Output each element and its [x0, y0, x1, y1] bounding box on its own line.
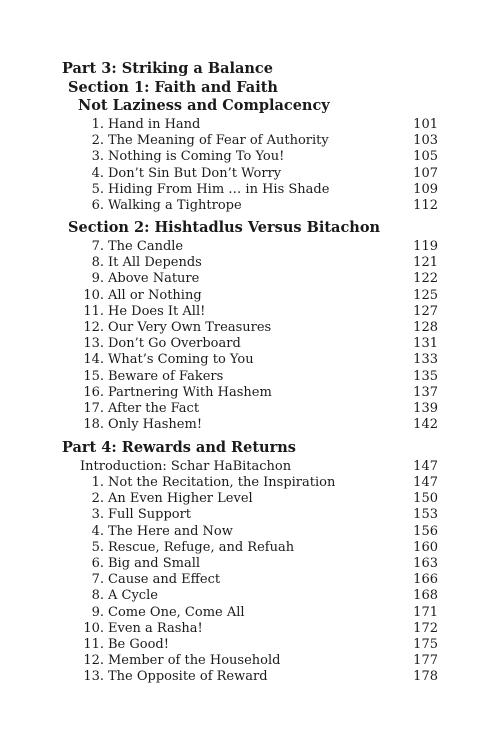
- toc-entry-title: Nothing is Coming To You!: [108, 149, 285, 165]
- toc-entry-title: Hiding From Him … in His Shade: [108, 181, 330, 197]
- toc-entry-title: Beware of Fakers: [108, 368, 224, 384]
- toc-entry[interactable]: [0, 588, 500, 604]
- toc-entry-title: It All Depends: [108, 255, 202, 271]
- toc-entry-title: An Even Higher Level: [108, 491, 253, 507]
- toc-entry-title: Rescue, Refuge, and Refuah: [108, 539, 295, 555]
- toc-entry-page: 178: [413, 669, 438, 685]
- section1-heading-line2: Not Laziness and Complacency: [78, 97, 330, 114]
- toc-entry-page: 107: [413, 165, 438, 181]
- part4-heading: Part 4: Rewards and Returns: [62, 439, 296, 456]
- toc-entry-page: 103: [413, 133, 438, 149]
- toc-entry-number: 7.: [91, 239, 104, 254]
- toc-entry-title: Our Very Own Treasures: [108, 320, 272, 335]
- toc-entry-title: Only Hashem!: [108, 417, 203, 433]
- toc-entry[interactable]: [0, 198, 500, 214]
- toc-entry-page: 175: [413, 637, 438, 652]
- toc-entry[interactable]: [0, 336, 500, 352]
- toc-entry-page: 127: [413, 303, 438, 319]
- toc-entry-number: 6.: [91, 556, 104, 571]
- toc-entry-page: 139: [413, 401, 438, 416]
- toc-entry-title: Above Nature: [108, 271, 200, 287]
- toc-entry-number: 7.: [91, 572, 104, 588]
- toc-entry-title: After the Fact: [108, 401, 200, 416]
- toc-entry[interactable]: [0, 385, 500, 401]
- toc-entry-title: He Does It All!: [108, 303, 206, 319]
- toc-entry-number: 11.: [83, 637, 104, 652]
- toc-entry-page: 109: [413, 181, 438, 197]
- toc-entry-number: 12.: [83, 320, 104, 335]
- toc-entry-number: 15.: [83, 368, 104, 384]
- toc-entry-page: 150: [413, 491, 438, 507]
- toc-entry-number: 6.: [91, 198, 104, 213]
- toc-entry[interactable]: [0, 182, 500, 198]
- toc-entry-title: The Opposite of Reward: [108, 669, 268, 685]
- toc-entry-title: Walking a Tightrope: [108, 198, 242, 213]
- toc-entry[interactable]: [0, 320, 500, 336]
- toc-entry-page: 137: [413, 384, 438, 400]
- toc-entry-page: 177: [413, 653, 438, 669]
- toc-entry-page: 153: [413, 507, 438, 523]
- toc-entry-number: 8.: [91, 588, 104, 604]
- toc-entry-number: 13.: [83, 336, 104, 352]
- toc-entry-number: 4.: [91, 523, 104, 539]
- toc-entry[interactable]: [0, 166, 500, 182]
- toc-entry-title: Big and Small: [108, 556, 201, 571]
- toc-entry[interactable]: [0, 491, 500, 507]
- toc-entry-page: 112: [413, 198, 438, 213]
- toc-entry-number: 10.: [83, 620, 104, 636]
- toc-entry-page: 160: [413, 539, 438, 555]
- toc-entry-title: Member of the Household: [108, 653, 281, 669]
- toc-entry-title: Don’t Go Overboard: [108, 336, 241, 352]
- toc-entry-number: 13.: [83, 669, 104, 685]
- toc-entry-title: Cause and Effect: [108, 572, 221, 588]
- toc-entry-title: Come One, Come All: [108, 604, 245, 620]
- toc-entry-title: Partnering With Hashem: [108, 384, 272, 400]
- toc-entry-title: The Meaning of Fear of Authority: [108, 133, 329, 149]
- toc-entry-page: 156: [413, 523, 438, 539]
- toc-entry-page: 172: [413, 620, 438, 636]
- toc-entry-title: A Cycle: [108, 588, 158, 604]
- toc-entry-page: 133: [413, 352, 438, 368]
- toc-entry-page: 128: [413, 320, 438, 335]
- toc-entry[interactable]: [0, 288, 500, 304]
- toc-entry-number: 2.: [91, 491, 104, 507]
- toc-entry[interactable]: [0, 653, 500, 669]
- toc-entry[interactable]: [0, 133, 500, 149]
- toc-entry[interactable]: [0, 255, 500, 271]
- toc-entry-page: 166: [413, 572, 438, 588]
- toc-entry-title: Hand in Hand: [108, 117, 201, 132]
- toc-entry[interactable]: [0, 605, 500, 621]
- toc-entry[interactable]: [0, 637, 500, 653]
- toc-entry-title: The Here and Now: [108, 523, 233, 539]
- toc-entry-page: 122: [413, 271, 438, 287]
- toc-entry[interactable]: [0, 524, 500, 540]
- toc-entry[interactable]: [0, 540, 500, 556]
- toc-entry[interactable]: [0, 669, 500, 685]
- toc-entry[interactable]: [0, 149, 500, 165]
- toc-entry[interactable]: [0, 117, 500, 133]
- toc-entry[interactable]: [0, 401, 500, 417]
- toc-entry[interactable]: [0, 556, 500, 572]
- toc-entry-number: 5.: [91, 181, 104, 197]
- toc-entry-number: 9.: [91, 604, 104, 620]
- toc-entry-page: 147: [413, 475, 438, 490]
- toc-entry-page: 119: [413, 239, 438, 254]
- toc-entry[interactable]: [0, 271, 500, 287]
- toc-entry-page: 135: [413, 368, 438, 384]
- toc-entry-page: 121: [413, 255, 438, 271]
- toc-entry-number: 5.: [91, 539, 104, 555]
- toc-entry-number: 9.: [91, 271, 104, 287]
- toc-entry-page: 105: [413, 149, 438, 165]
- toc-entry-title: Be Good!: [108, 637, 169, 652]
- toc-entry[interactable]: [0, 304, 500, 320]
- toc-entry-title: All or Nothing: [108, 287, 202, 303]
- toc-entry-page: 163: [413, 556, 438, 571]
- toc-entry-number: 4.: [91, 165, 104, 181]
- toc-entry-page: 171: [413, 604, 438, 620]
- toc-entry-number: 17.: [83, 401, 104, 416]
- toc-entry-title: Not the Recitation, the Inspiration: [108, 475, 336, 490]
- toc-entry-number: 2.: [91, 133, 104, 149]
- toc-entry-number: 8.: [91, 255, 104, 271]
- toc-entry-page: 142: [413, 417, 438, 433]
- toc-entry-number: 1.: [91, 475, 104, 490]
- toc-entry[interactable]: [0, 572, 500, 588]
- toc-entry[interactable]: [0, 352, 500, 368]
- toc-entry[interactable]: [0, 621, 500, 637]
- section1-heading-line1: Section 1: Faith and Faith: [68, 79, 278, 96]
- toc-entry-number: 14.: [83, 352, 104, 368]
- toc-entry-number: 1.: [91, 117, 104, 132]
- toc-entry-number: 16.: [83, 384, 104, 400]
- toc-entry-page: 168: [413, 588, 438, 604]
- section2-heading: Section 2: Hishtadlus Versus Bitachon: [68, 219, 381, 236]
- toc-entry[interactable]: [0, 239, 500, 255]
- toc-entry-title: Even a Rasha!: [108, 620, 203, 636]
- toc-entry-title: What’s Coming to You: [108, 352, 254, 368]
- toc-entry-title: Full Support: [108, 507, 192, 523]
- toc-entry-title: Don’t Sin But Don’t Worry: [108, 165, 282, 181]
- toc-entry[interactable]: [0, 507, 500, 523]
- toc-entry-number: 18.: [83, 417, 104, 433]
- toc-entry[interactable]: [0, 475, 500, 491]
- toc-entry-number: 3.: [91, 149, 104, 165]
- toc-entry[interactable]: [0, 417, 500, 433]
- toc-entry-number: 3.: [91, 507, 104, 523]
- toc-entry-page: 131: [413, 336, 438, 352]
- toc-entry-number: 12.: [83, 653, 104, 669]
- part3-heading: Part 3: Striking a Balance: [62, 60, 273, 77]
- toc-entry-page: 147: [413, 459, 438, 474]
- toc-entry-number: 11.: [83, 303, 104, 319]
- toc-entry-title: The Candle: [108, 239, 184, 254]
- toc-entry-page: 101: [413, 117, 438, 132]
- toc-entry-title: Introduction: Schar HaBitachon: [80, 459, 292, 474]
- toc-entry[interactable]: [0, 369, 500, 385]
- toc-entry-intro[interactable]: [0, 459, 500, 475]
- toc-entry-number: 10.: [83, 287, 104, 303]
- toc-entry-page: 125: [413, 287, 438, 303]
